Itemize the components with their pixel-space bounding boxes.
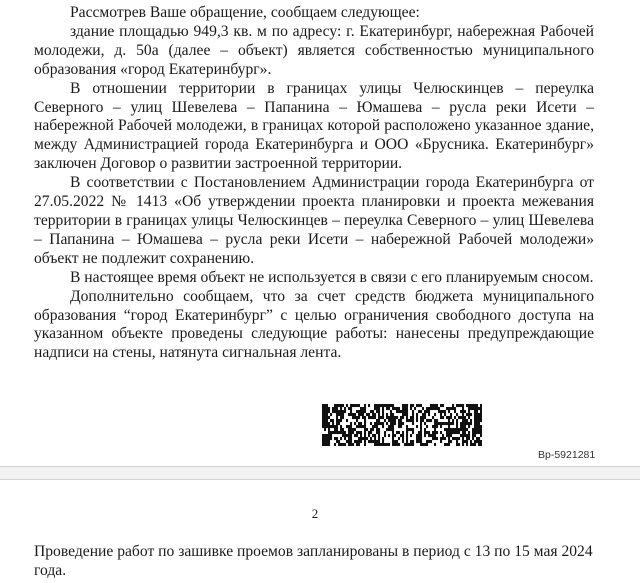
document-registration-number: Вр-5921281 bbox=[538, 449, 596, 461]
barcode-image bbox=[322, 404, 482, 446]
paragraph-intro: Рассмотрев Ваше обращение, сообщаем следующее: bbox=[70, 4, 420, 21]
paragraph-works: Дополнительно сообщаем, что за счет средств бюджета муниципального образования “город Екатеринбург” с целью ограничения свободного доступа на указанном объекте проведены следующие работы: нанесены предупреждающие надписи на стены, натянута сигнальная лента. bbox=[34, 287, 594, 362]
letter-body bbox=[34, 4, 594, 363]
paragraph-demolition: В настоящее время объект не используется в связи с его планируемым сносом. bbox=[70, 268, 594, 286]
page-break bbox=[0, 466, 640, 480]
page-number: 2 bbox=[311, 506, 319, 521]
paragraph-building: здание площадью 949,3 кв. м по адресу: г. Екатеринбург, набережная Рабочей молодежи, д. 50а (далее – объект) является собственностью муниципального образования «город Екатеринбург». bbox=[34, 22, 594, 78]
paragraph-territory: В отношении территории в границах улицы Челюскинцев – переулка Северного – улиц Шевелева – Папанина – Юмашева – русла реки Исети – набережной Рабочей молодежи, в границах которой расположено указанное здание, между Администрацией города Екатеринбурга и ООО «Брусника. Екатеринбург» заключен Договор о развитии застроенной территории. bbox=[34, 79, 594, 173]
paragraph-schedule: Проведение работ по зашивке проемов запланированы в период с 13 по 15 мая 2024 года. bbox=[34, 543, 593, 579]
document-page-2 bbox=[0, 480, 640, 583]
paragraph-resolution: В соответствии с Постановлением Администрации города Екатеринбурга от 27.05.2022 № 1413 «Об утверждении проекта планировки и проекта межевания территории в границах улицы Челюскинцев – переулка Северного – улиц Шевелева – Папанина – Юмашева – русла реки Исети – набережной Рабочей молодежи» объект не подлежит сохранению. bbox=[34, 174, 594, 267]
